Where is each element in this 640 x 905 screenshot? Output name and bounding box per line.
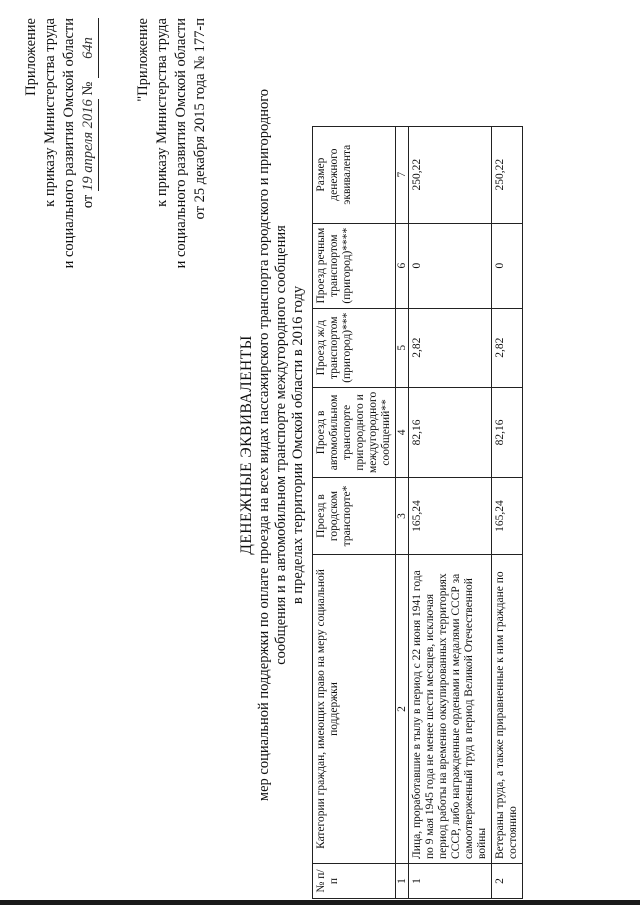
previous-appendix-header <box>134 18 210 318</box>
index-cell: 1 <box>396 864 409 899</box>
row-city-value: 165,24 <box>492 478 523 555</box>
appendix-line: к приказу Министерства труда <box>154 18 170 207</box>
col-header-num: № п/п <box>313 864 396 899</box>
row-number: 2 <box>492 864 523 899</box>
col-header-category: Категории граждан, имеющих право на меру социальной поддержки <box>313 555 396 864</box>
appendix-title: "Приложение <box>135 18 151 102</box>
title-line: мер социальной поддержки по оплате проезда на всех видах пассажирского транспорта городского и пригородного <box>256 88 272 802</box>
index-cell: 4 <box>396 387 409 477</box>
scan-edge-bar <box>0 900 640 905</box>
document-title <box>238 45 307 845</box>
index-cell: 7 <box>396 126 409 223</box>
row-auto-value: 82,16 <box>409 387 492 477</box>
col-header-rail: Проезд ж/д транспортом (пригород)*** <box>313 308 396 387</box>
row-number: 1 <box>409 864 492 899</box>
order-reference: от 19 апреля 2016 № 64п <box>79 18 99 318</box>
table-row <box>492 126 523 898</box>
appendix-header <box>22 18 99 318</box>
title-line: в пределах территории Омской области в 2016 году <box>290 285 306 605</box>
col-header-city: Проезд в городском транспорте* <box>313 478 396 555</box>
index-cell: 2 <box>396 555 409 864</box>
appendix-line: к приказу Министерства труда <box>42 18 58 207</box>
row-city-value: 165,24 <box>409 478 492 555</box>
table-header-row <box>313 126 396 898</box>
row-auto-value: 82,16 <box>492 387 523 477</box>
appendix-line: и социального развития Омской области <box>61 18 77 269</box>
appendix-line: и социального развития Омской области <box>173 18 189 269</box>
row-category: Лица, проработавшие в тылу в период с 22 июня 1941 года по 9 мая 1945 года не менее шести месяцев, исключая период работы на временно оккупированных территориях СССР, либо награжденные орденами и медалями СССР за самоотверженный труд в период Великой Отечественной войны <box>409 555 492 864</box>
row-total-value: 250,22 <box>492 126 523 223</box>
title-main: ДЕНЕЖНЫЕ ЭКВИВАЛЕНТЫ <box>238 335 255 555</box>
index-cell: 6 <box>396 223 409 308</box>
row-river-value: 0 <box>492 223 523 308</box>
index-cell: 3 <box>396 478 409 555</box>
order-number-handwritten: 64п <box>79 18 99 78</box>
index-cell: 5 <box>396 308 409 387</box>
table-row <box>409 126 492 898</box>
row-category: Ветераны труда, а также приравненные к ним граждане по состоянию <box>492 555 523 864</box>
col-header-river: Проезд речным транспортом (пригород)**** <box>313 223 396 308</box>
appendix-title: Приложение <box>23 18 39 96</box>
row-rail-value: 2,82 <box>492 308 523 387</box>
equivalents-table <box>312 126 523 899</box>
title-line: сообщения и в автомобильном транспорте междугородного сообщения <box>273 225 289 665</box>
table-index-row <box>396 126 409 898</box>
order-date-handwritten: 19 апреля 2016 <box>79 99 99 191</box>
row-river-value: 0 <box>409 223 492 308</box>
row-rail-value: 2,82 <box>409 308 492 387</box>
appendix-line: от 25 декабря 2015 года № 177-п <box>192 18 208 220</box>
col-header-auto: Проезд в автомобильном транспорте пригородного и междугородного сообщений** <box>313 387 396 477</box>
row-total-value: 250,22 <box>409 126 492 223</box>
col-header-total: Размер денежного эквивалента <box>313 126 396 223</box>
